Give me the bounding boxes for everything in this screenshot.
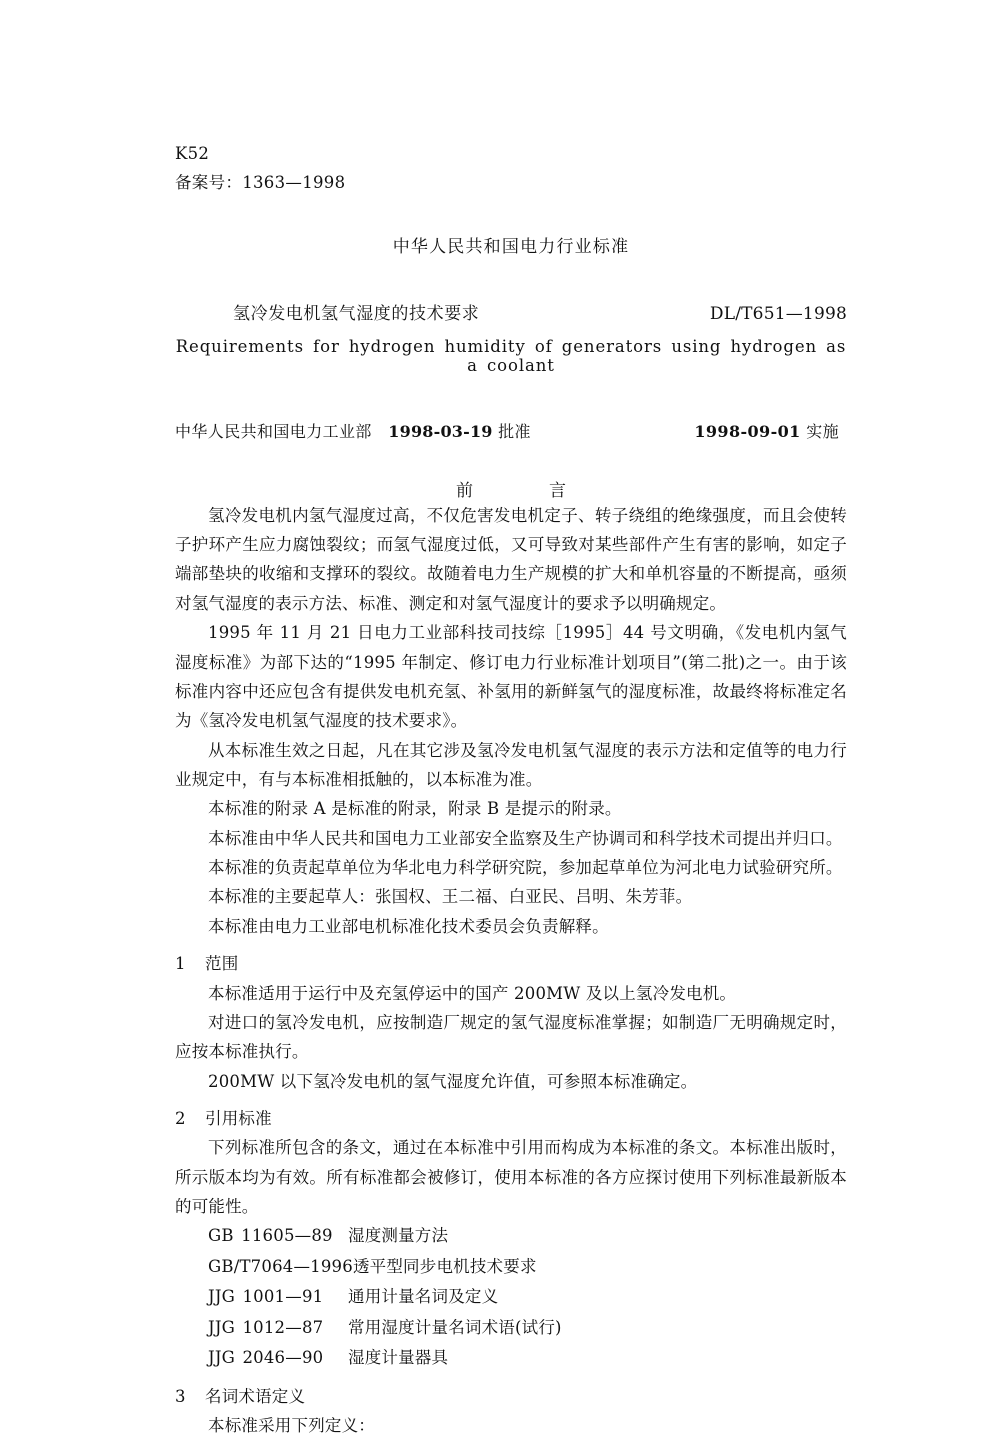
- reference-name: 湿度计量器具: [348, 1348, 449, 1368]
- document-code-block: [175, 140, 847, 198]
- reference-item: [175, 1343, 847, 1374]
- section-body: [175, 979, 847, 1096]
- section-body: [175, 1133, 847, 1374]
- classification-code: K52: [175, 144, 210, 163]
- approval-row: [175, 419, 847, 442]
- section-paragraph: 对进口的氢冷发电机，应按制造厂规定的氢气湿度标准掌握；如制造厂无明确规定时，应按本标准执行。: [175, 1012, 847, 1062]
- effective-suffix: 实施: [806, 421, 839, 441]
- section-title: 范围: [205, 954, 239, 974]
- foreword-paragraph: 本标准的负责起草单位为华北电力科学研究院，参加起草单位为河北电力试验研究所。: [208, 858, 843, 878]
- reference-name: 湿度测量方法: [348, 1226, 449, 1246]
- approval-suffix: 批准: [498, 421, 531, 441]
- document-title-en: Requirements for hydrogen humidity of generators using hydrogen as a coolant: [175, 336, 847, 375]
- standard-number: DL/T651—1998: [709, 303, 847, 324]
- section-paragraph: 本标准适用于运行中及充氢停运中的国产 200MW 及以上氢冷发电机。: [208, 983, 737, 1003]
- section-scope: [175, 949, 847, 1096]
- section-paragraph: 下列标准所包含的条文，通过在本标准中引用而构成为本标准的条文。本标准出版时，所示版本均为有效。所有标准都会被修订，使用本标准的各方应探讨使用下列标准最新版本的可能性。: [175, 1138, 847, 1217]
- approval-info: [175, 419, 531, 442]
- section-heading: [175, 1104, 847, 1133]
- record-number: 备案号：1363—1998: [175, 172, 346, 192]
- section-title: 引用标准: [205, 1108, 272, 1128]
- reference-item: [175, 1313, 847, 1344]
- foreword-paragraph: 1995 年 11 月 21 日电力工业部科技司技综［1995］44 号文明确，《发电机内氢气湿度标准》为部下达的“1995 年制定、修订电力行业标准计划项目”(第二批)之一。由于该标准内容中还应包含有提供发电机充氢、补氢用的新鲜氢气的湿度标准，故最终将标准定名为《氢冷发电机氢气湿度的技术要求》。: [175, 623, 847, 731]
- title-row: [175, 299, 847, 324]
- section-definitions: [175, 1382, 847, 1441]
- effective-info: [694, 419, 839, 442]
- standard-header: 中华人民共和国电力行业标准: [392, 236, 630, 257]
- section-references: [175, 1104, 847, 1374]
- section-paragraph: 本标准采用下列定义：: [208, 1416, 375, 1436]
- approval-org: 中华人民共和国电力工业部: [175, 421, 372, 441]
- section-number: 1: [175, 954, 186, 974]
- reference-name: 通用计量名词及定义: [348, 1287, 499, 1307]
- foreword-paragraph: 本标准的主要起草人：张国权、王二福、白亚民、吕明、朱芳菲。: [208, 887, 693, 907]
- foreword-paragraph: 本标准的附录 A 是标准的附录，附录 B 是提示的附录。: [208, 799, 622, 819]
- section-paragraph: 200MW 以下氢冷发电机的氢气湿度允许值，可参照本标准确定。: [208, 1071, 698, 1091]
- foreword-body: [175, 501, 847, 941]
- reference-name: 常用湿度计量名词术语(试行): [348, 1317, 562, 1337]
- reference-item: [175, 1252, 847, 1283]
- section-heading: [175, 1382, 847, 1411]
- section-heading: [175, 949, 847, 978]
- reference-name: 透平型同步电机技术要求: [352, 1256, 537, 1276]
- reference-item: [175, 1221, 847, 1252]
- foreword-paragraph: 本标准由中华人民共和国电力工业部安全监察及生产协调司和科学技术司提出并归口。: [208, 828, 843, 848]
- section-number: 2: [175, 1108, 186, 1128]
- section-title: 名词术语定义: [205, 1386, 306, 1406]
- reference-code: JJG 2046—90: [208, 1348, 324, 1368]
- reference-item: [175, 1282, 847, 1313]
- reference-code: JJG 1001—91: [208, 1287, 324, 1307]
- foreword-paragraph: 从本标准生效之日起，凡在其它涉及氢冷发电机氢气湿度的表示方法和定值等的电力行业规定中，有与本标准相抵触的，以本标准为准。: [175, 740, 847, 789]
- document-title-cn: 氢冷发电机氢气湿度的技术要求: [233, 303, 480, 324]
- section-body: [175, 1411, 847, 1440]
- foreword-title: 前 言: [456, 480, 580, 501]
- foreword-paragraph: 本标准由电力工业部电机标准化技术委员会负责解释。: [208, 916, 609, 936]
- reference-code: GB 11605—89: [208, 1226, 333, 1246]
- reference-list: [175, 1221, 847, 1374]
- reference-code: JJG 1012—87: [208, 1317, 324, 1337]
- reference-code: GB/T7064—1996: [208, 1256, 353, 1276]
- foreword-paragraph: 氢冷发电机内氢气湿度过高，不仅危害发电机定子、转子绕组的绝缘强度，而且会使转子护环产生应力腐蚀裂纹；而氢气湿度过低，又可导致对某些部件产生有害的影响，如定子端部垫块的收缩和支撑环的裂纹。故随着电力生产规模的扩大和单机容量的不断提高，亟须对氢气湿度的表示方法、标准、测定和对氢气湿度计的要求予以明确规定。: [175, 505, 847, 613]
- approval-date: 1998-03-19: [388, 421, 493, 441]
- effective-date: 1998-09-01: [694, 421, 801, 441]
- section-number: 3: [175, 1386, 186, 1406]
